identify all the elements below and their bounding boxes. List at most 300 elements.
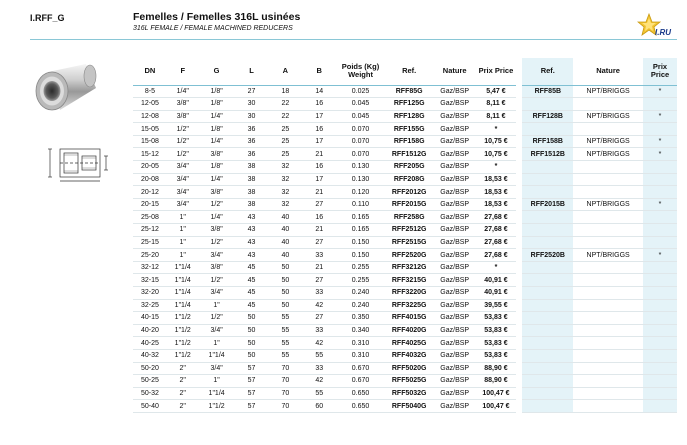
cell-a: 70 — [268, 362, 302, 375]
header-divider — [30, 39, 677, 40]
cell-nature-b — [573, 337, 643, 350]
cell-g: 1/2" — [199, 236, 235, 249]
cell-dn: 50-25 — [133, 375, 167, 388]
logo-text: I.RU — [655, 28, 671, 37]
cell-nature-b — [573, 349, 643, 362]
cell-nature-b — [573, 362, 643, 375]
cell-f: 1" — [167, 224, 199, 237]
cell-price-b — [643, 349, 677, 362]
cell-a: 50 — [268, 287, 302, 300]
cell-ref-b — [522, 274, 573, 287]
cell-b: 16 — [302, 98, 336, 111]
col-header-b: B — [302, 58, 336, 85]
cell-f: 1" — [167, 236, 199, 249]
cell-ref-b — [522, 362, 573, 375]
cell-g: 3/8" — [199, 261, 235, 274]
cell-ref-g: RFF5025G — [385, 375, 434, 388]
table-row — [133, 110, 677, 123]
cell-b: 33 — [302, 249, 336, 262]
cell-price-g: * — [476, 123, 516, 136]
cell-ref-g: RFF1512G — [385, 148, 434, 161]
cell-ref-g: RFF5020G — [385, 362, 434, 375]
cell-ref-g: RFF4032G — [385, 349, 434, 362]
cell-ref-b: RFF2015B — [522, 198, 573, 211]
cell-price-b — [643, 324, 677, 337]
cell-price-g: 53,83 € — [476, 324, 516, 337]
cell-f: 1"1/2 — [167, 349, 199, 362]
cell-price-g: 40,91 € — [476, 287, 516, 300]
cell-f: 3/8" — [167, 110, 199, 123]
cell-dn: 15-08 — [133, 135, 167, 148]
cell-nature-b — [573, 123, 643, 136]
cell-ref-g: RFF205G — [385, 161, 434, 174]
cell-weight: 0.165 — [336, 224, 385, 237]
cell-a: 32 — [268, 198, 302, 211]
cell-nature-g: Gaz/BSP — [434, 274, 476, 287]
cell-ref-g: RFF5032G — [385, 387, 434, 400]
cell-price-g: 53,83 € — [476, 337, 516, 350]
col-header-l: L — [235, 58, 269, 85]
cell-l: 50 — [235, 337, 269, 350]
cell-price-b — [643, 173, 677, 186]
cell-l: 38 — [235, 198, 269, 211]
cell-dn: 15-12 — [133, 148, 167, 161]
cell-f: 1" — [167, 211, 199, 224]
cell-l: 43 — [235, 236, 269, 249]
cell-l: 43 — [235, 224, 269, 237]
cell-weight: 0.255 — [336, 274, 385, 287]
cell-price-b — [643, 337, 677, 350]
cell-nature-b — [573, 211, 643, 224]
cell-b: 42 — [302, 375, 336, 388]
cell-a: 55 — [268, 324, 302, 337]
cell-l: 36 — [235, 148, 269, 161]
cell-ref-b: RFF1512B — [522, 148, 573, 161]
cell-nature-g: Gaz/BSP — [434, 249, 476, 262]
cell-price-g: 27,68 € — [476, 249, 516, 262]
cell-nature-b — [573, 312, 643, 325]
cell-dn: 50-40 — [133, 400, 167, 413]
cell-weight: 0.045 — [336, 110, 385, 123]
cell-a: 40 — [268, 224, 302, 237]
cell-weight: 0.130 — [336, 173, 385, 186]
cell-price-b — [643, 299, 677, 312]
cell-ref-b: RFF128B — [522, 110, 573, 123]
cell-dn: 40-15 — [133, 312, 167, 325]
cell-ref-b — [522, 98, 573, 111]
cell-b: 16 — [302, 123, 336, 136]
cell-dn: 32-15 — [133, 274, 167, 287]
cell-price-g: 10,75 € — [476, 148, 516, 161]
cell-ref-g: RFF158G — [385, 135, 434, 148]
cell-f: 1/2" — [167, 123, 199, 136]
cell-nature-b: NPT/BRIGGS — [573, 249, 643, 262]
cell-price-b — [643, 274, 677, 287]
cell-a: 40 — [268, 249, 302, 262]
cell-dn: 40-32 — [133, 349, 167, 362]
cell-ref-b — [522, 186, 573, 199]
cell-ref-g: RFF4020G — [385, 324, 434, 337]
cell-ref-b — [522, 400, 573, 413]
cell-weight: 0.350 — [336, 312, 385, 325]
cell-nature-g: Gaz/BSP — [434, 135, 476, 148]
cell-a: 22 — [268, 110, 302, 123]
cell-ref-b: RFF158B — [522, 135, 573, 148]
cell-l: 50 — [235, 324, 269, 337]
cell-ref-g: RFF5040G — [385, 400, 434, 413]
cell-nature-b: NPT/BRIGGS — [573, 198, 643, 211]
cell-weight: 0.070 — [336, 148, 385, 161]
cell-nature-g: Gaz/BSP — [434, 85, 476, 98]
cell-f: 3/4" — [167, 198, 199, 211]
cell-ref-g: RFF85G — [385, 85, 434, 98]
table-row — [133, 375, 677, 388]
cell-l: 57 — [235, 387, 269, 400]
cell-f: 1"1/4 — [167, 261, 199, 274]
cell-a: 25 — [268, 148, 302, 161]
table-row — [133, 173, 677, 186]
cell-price-b — [643, 312, 677, 325]
cell-l: 38 — [235, 161, 269, 174]
cell-f: 1"1/4 — [167, 299, 199, 312]
cell-b: 21 — [302, 148, 336, 161]
cell-g: 3/4" — [199, 287, 235, 300]
cell-f: 3/4" — [167, 173, 199, 186]
table-row — [133, 324, 677, 337]
cell-b: 42 — [302, 299, 336, 312]
table-row — [133, 349, 677, 362]
cell-dn: 15-05 — [133, 123, 167, 136]
cell-a: 70 — [268, 387, 302, 400]
cell-nature-b — [573, 274, 643, 287]
cell-weight: 0.150 — [336, 249, 385, 262]
cell-nature-g: Gaz/BSP — [434, 375, 476, 388]
cell-g: 3/8" — [199, 148, 235, 161]
cell-price-b: * — [643, 85, 677, 98]
cell-ref-g: RFF2015G — [385, 198, 434, 211]
cell-ref-g: RFF3215G — [385, 274, 434, 287]
cell-nature-b — [573, 98, 643, 111]
cell-price-g: 39,55 € — [476, 299, 516, 312]
table-row — [133, 337, 677, 350]
cell-price-g: 100,47 € — [476, 400, 516, 413]
cell-a: 50 — [268, 261, 302, 274]
cell-l: 38 — [235, 186, 269, 199]
cell-g: 1" — [199, 375, 235, 388]
product-photo — [30, 58, 102, 120]
cell-l: 38 — [235, 173, 269, 186]
cell-nature-g: Gaz/BSP — [434, 110, 476, 123]
cell-ref-b — [522, 312, 573, 325]
cell-a: 18 — [268, 85, 302, 98]
table-row — [133, 161, 677, 174]
cell-l: 45 — [235, 299, 269, 312]
cell-g: 3/4" — [199, 362, 235, 375]
cell-f: 1"1/2 — [167, 337, 199, 350]
cell-ref-b — [522, 287, 573, 300]
cell-b: 55 — [302, 349, 336, 362]
col-header-nature-g: Nature — [434, 58, 476, 85]
cell-f: 1/4" — [167, 85, 199, 98]
table-row — [133, 236, 677, 249]
cell-price-g: * — [476, 261, 516, 274]
cell-price-g: 88,90 € — [476, 362, 516, 375]
cell-a: 32 — [268, 186, 302, 199]
cell-ref-g: RFF4025G — [385, 337, 434, 350]
cell-price-g: 10,75 € — [476, 135, 516, 148]
cell-b: 27 — [302, 312, 336, 325]
page-title: Femelles / Femelles 316L usinées — [133, 11, 301, 23]
cell-f: 2" — [167, 362, 199, 375]
table-row — [133, 400, 677, 413]
cell-g: 1/4" — [199, 110, 235, 123]
cell-f: 3/4" — [167, 161, 199, 174]
cell-price-g: 53,83 € — [476, 349, 516, 362]
cell-a: 55 — [268, 349, 302, 362]
table-row — [133, 387, 677, 400]
table-header-row — [133, 58, 677, 85]
cell-price-b — [643, 186, 677, 199]
cell-price-g: 8,11 € — [476, 98, 516, 111]
cell-b: 33 — [302, 287, 336, 300]
cell-b: 21 — [302, 261, 336, 274]
technical-drawing — [44, 141, 116, 185]
cell-nature-b — [573, 287, 643, 300]
cell-f: 1/2" — [167, 148, 199, 161]
cell-price-b — [643, 224, 677, 237]
cell-l: 45 — [235, 274, 269, 287]
cell-dn: 50-32 — [133, 387, 167, 400]
cell-b: 17 — [302, 110, 336, 123]
cell-price-g: 18,53 € — [476, 173, 516, 186]
cell-nature-g: Gaz/BSP — [434, 186, 476, 199]
cell-nature-b — [573, 375, 643, 388]
cell-nature-g: Gaz/BSP — [434, 349, 476, 362]
cell-g: 1"1/2 — [199, 400, 235, 413]
cell-nature-g: Gaz/BSP — [434, 161, 476, 174]
cell-price-b — [643, 287, 677, 300]
cell-dn: 8-5 — [133, 85, 167, 98]
cell-nature-g: Gaz/BSP — [434, 387, 476, 400]
cell-f: 1/2" — [167, 135, 199, 148]
cell-dn: 32-20 — [133, 287, 167, 300]
cell-l: 36 — [235, 135, 269, 148]
cell-nature-b — [573, 236, 643, 249]
cell-b: 33 — [302, 324, 336, 337]
cell-ref-b: RFF85B — [522, 85, 573, 98]
table-row — [133, 249, 677, 262]
cell-nature-b — [573, 173, 643, 186]
cell-weight: 0.310 — [336, 349, 385, 362]
col-header-a: A — [268, 58, 302, 85]
cell-a: 32 — [268, 161, 302, 174]
table-row — [133, 274, 677, 287]
table-row — [133, 85, 677, 98]
cell-nature-b — [573, 387, 643, 400]
cell-dn: 20-12 — [133, 186, 167, 199]
cell-a: 50 — [268, 299, 302, 312]
cell-b: 21 — [302, 186, 336, 199]
cell-b: 14 — [302, 85, 336, 98]
cell-weight: 0.240 — [336, 299, 385, 312]
cell-nature-b: NPT/BRIGGS — [573, 110, 643, 123]
cell-price-g: 53,83 € — [476, 312, 516, 325]
cell-dn: 40-20 — [133, 324, 167, 337]
cell-g: 1/8" — [199, 98, 235, 111]
cell-price-b — [643, 211, 677, 224]
cell-l: 57 — [235, 375, 269, 388]
cell-nature-g: Gaz/BSP — [434, 198, 476, 211]
cell-weight: 0.110 — [336, 198, 385, 211]
cell-ref-b — [522, 337, 573, 350]
table-row — [133, 135, 677, 148]
cell-weight: 0.120 — [336, 186, 385, 199]
cell-price-g: 18,53 € — [476, 186, 516, 199]
cell-price-b: * — [643, 135, 677, 148]
cell-l: 50 — [235, 349, 269, 362]
cell-f: 1"1/2 — [167, 324, 199, 337]
cell-ref-g: RFF128G — [385, 110, 434, 123]
table-row — [133, 362, 677, 375]
cell-dn: 25-15 — [133, 236, 167, 249]
cell-weight: 0.130 — [336, 161, 385, 174]
table-row — [133, 261, 677, 274]
cell-nature-b — [573, 261, 643, 274]
cell-ref-b — [522, 375, 573, 388]
cell-price-g: 8,11 € — [476, 110, 516, 123]
cell-a: 40 — [268, 236, 302, 249]
cell-f: 1"1/2 — [167, 312, 199, 325]
cell-a: 55 — [268, 337, 302, 350]
cell-ref-g: RFF3225G — [385, 299, 434, 312]
cell-b: 60 — [302, 400, 336, 413]
cell-dn: 25-08 — [133, 211, 167, 224]
table-row — [133, 198, 677, 211]
cell-price-b — [643, 400, 677, 413]
cell-b: 27 — [302, 236, 336, 249]
cell-ref-g: RFF4015G — [385, 312, 434, 325]
cell-price-g: 5,47 € — [476, 85, 516, 98]
cell-a: 70 — [268, 375, 302, 388]
cell-f: 1" — [167, 249, 199, 262]
cell-g: 1/8" — [199, 85, 235, 98]
cell-l: 57 — [235, 400, 269, 413]
cell-nature-b — [573, 186, 643, 199]
cell-weight: 0.255 — [336, 261, 385, 274]
cell-g: 3/4" — [199, 324, 235, 337]
cell-price-g: 18,53 € — [476, 198, 516, 211]
cell-price-g: 27,68 € — [476, 236, 516, 249]
col-header-f: F — [167, 58, 199, 85]
cell-weight: 0.670 — [336, 375, 385, 388]
col-header-price-g: Prix Price — [476, 58, 516, 85]
cell-f: 2" — [167, 400, 199, 413]
cell-weight: 0.070 — [336, 135, 385, 148]
cell-price-b — [643, 362, 677, 375]
cell-dn: 20-08 — [133, 173, 167, 186]
col-header-g: G — [199, 58, 235, 85]
cell-price-g: * — [476, 161, 516, 174]
cell-ref-g: RFF2515G — [385, 236, 434, 249]
cell-ref-b — [522, 173, 573, 186]
cell-nature-g: Gaz/BSP — [434, 337, 476, 350]
cell-dn: 20-05 — [133, 161, 167, 174]
table-row — [133, 211, 677, 224]
cell-price-b: * — [643, 110, 677, 123]
cell-weight: 0.650 — [336, 387, 385, 400]
cell-ref-g: RFF2012G — [385, 186, 434, 199]
col-header-weight: Poids (Kg) Weight — [336, 58, 385, 85]
cell-a: 32 — [268, 173, 302, 186]
cell-g: 1/4" — [199, 135, 235, 148]
cell-nature-b: NPT/BRIGGS — [573, 148, 643, 161]
cell-l: 50 — [235, 312, 269, 325]
cell-weight: 0.045 — [336, 98, 385, 111]
cell-weight: 0.165 — [336, 211, 385, 224]
cell-ref-b — [522, 161, 573, 174]
cell-f: 1"1/4 — [167, 287, 199, 300]
cell-ref-b — [522, 123, 573, 136]
cell-nature-g: Gaz/BSP — [434, 148, 476, 161]
cell-a: 70 — [268, 400, 302, 413]
cell-l: 43 — [235, 249, 269, 262]
cell-ref-b: RFF2520B — [522, 249, 573, 262]
cell-nature-b — [573, 161, 643, 174]
cell-dn: 12-08 — [133, 110, 167, 123]
cell-ref-g: RFF208G — [385, 173, 434, 186]
cell-price-b — [643, 375, 677, 388]
cell-ref-g: RFF2512G — [385, 224, 434, 237]
cell-price-g: 40,91 € — [476, 274, 516, 287]
cell-nature-g: Gaz/BSP — [434, 312, 476, 325]
cell-nature-g: Gaz/BSP — [434, 98, 476, 111]
cell-dn: 12-05 — [133, 98, 167, 111]
table-row — [133, 186, 677, 199]
cell-price-g: 27,68 € — [476, 224, 516, 237]
cell-b: 55 — [302, 387, 336, 400]
cell-ref-g: RFF258G — [385, 211, 434, 224]
cell-g: 3/8" — [199, 224, 235, 237]
cell-b: 17 — [302, 135, 336, 148]
cell-f: 2" — [167, 375, 199, 388]
cell-nature-b — [573, 224, 643, 237]
cell-nature-g: Gaz/BSP — [434, 173, 476, 186]
cell-nature-g: Gaz/BSP — [434, 287, 476, 300]
cell-ref-g: RFF125G — [385, 98, 434, 111]
cell-l: 30 — [235, 98, 269, 111]
cell-b: 16 — [302, 161, 336, 174]
cell-price-b: * — [643, 148, 677, 161]
cell-f: 1"1/4 — [167, 274, 199, 287]
cell-f: 2" — [167, 387, 199, 400]
cell-price-b — [643, 98, 677, 111]
page-subtitle: 316L FEMALE / FEMALE MACHINED REDUCERS — [133, 25, 293, 32]
cell-dn: 50-20 — [133, 362, 167, 375]
cell-weight: 0.240 — [336, 287, 385, 300]
cell-a: 22 — [268, 98, 302, 111]
cell-price-b — [643, 123, 677, 136]
cell-b: 21 — [302, 224, 336, 237]
cell-g: 1/4" — [199, 211, 235, 224]
cell-ref-b — [522, 211, 573, 224]
cell-b: 27 — [302, 198, 336, 211]
cell-weight: 0.650 — [336, 400, 385, 413]
cell-a: 50 — [268, 274, 302, 287]
cell-g: 1/8" — [199, 123, 235, 136]
cell-l: 45 — [235, 287, 269, 300]
cell-ref-g: RFF3220G — [385, 287, 434, 300]
cell-nature-b: NPT/BRIGGS — [573, 85, 643, 98]
